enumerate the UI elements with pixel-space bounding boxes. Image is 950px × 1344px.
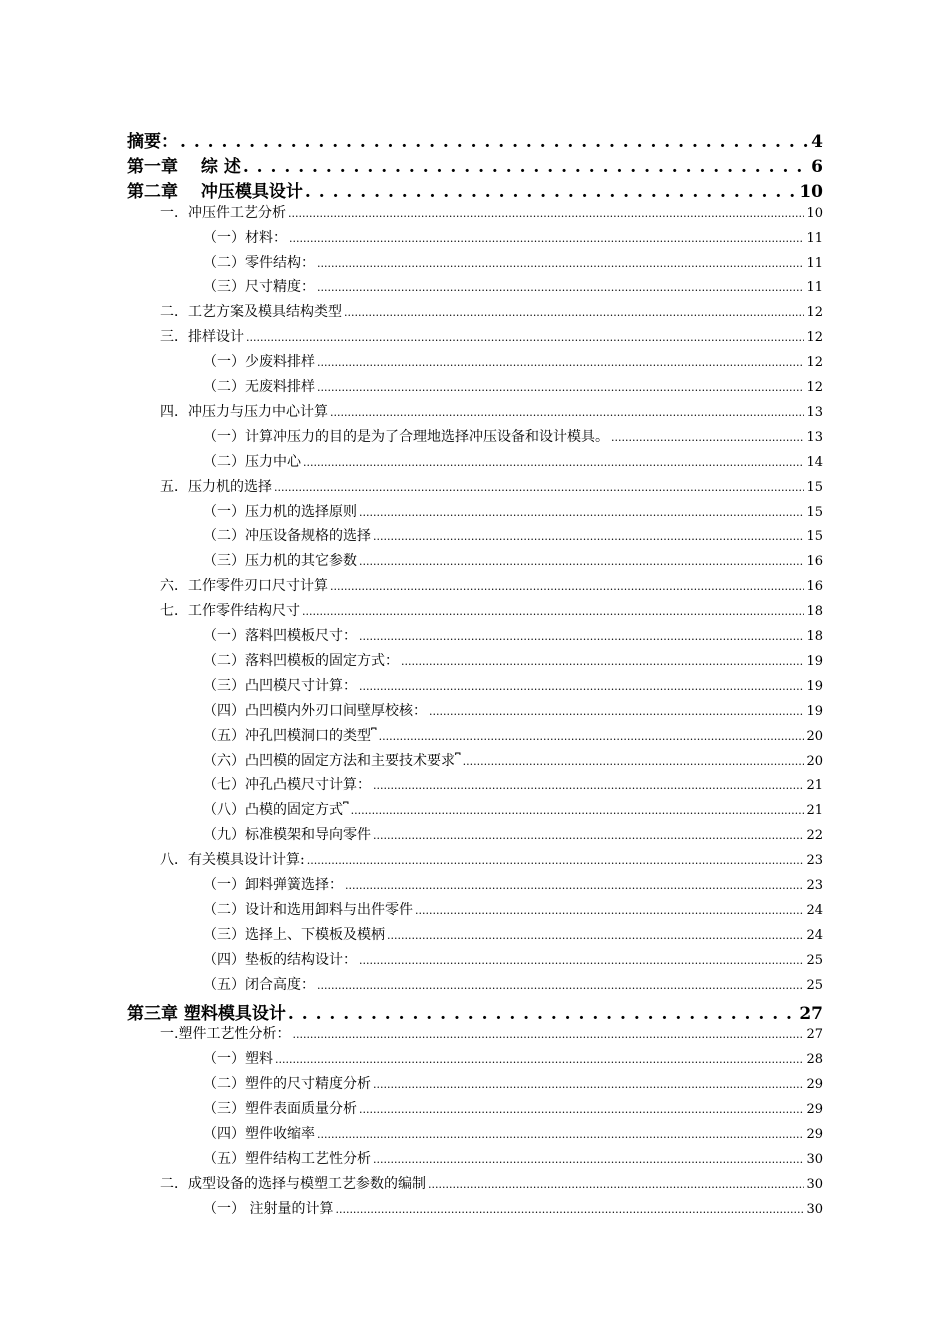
dot-leader	[359, 678, 804, 694]
dot-leader	[611, 429, 804, 445]
toc-entry-title: （三）塑件表面质量分析	[203, 1101, 357, 1117]
dot-leader	[274, 479, 804, 495]
toc-entry-page-number: 11	[806, 256, 823, 271]
dot-leader	[344, 304, 804, 320]
dot-leader	[317, 977, 804, 993]
toc-entry[interactable]	[160, 202, 823, 222]
toc-entry-title: 二．工艺方案及模具结构类型	[160, 304, 342, 320]
toc-entry[interactable]	[160, 476, 823, 496]
toc-entry[interactable]	[203, 650, 823, 670]
dot-leader	[330, 578, 804, 594]
dot-leader	[330, 404, 804, 420]
dot-leader	[415, 902, 804, 918]
toc-entry-title: （一）材料：	[203, 230, 287, 246]
dot-leader	[335, 1201, 804, 1217]
dot-leader	[180, 132, 809, 152]
toc-entry-title: （二）设计和选用卸料与出件零件	[203, 902, 413, 918]
toc-entry-title: 二．成型设备的选择与模塑工艺参数的编制	[160, 1176, 426, 1192]
toc-entry-title: （四）凸凹模内外刃口间壁厚校核：	[203, 703, 427, 719]
toc-entry[interactable]	[203, 899, 823, 919]
toc-entry-page-number: 6	[811, 157, 823, 177]
toc-entry[interactable]	[203, 525, 823, 545]
toc-entry-title: 第三章 塑料模具设计	[127, 1004, 286, 1024]
toc-entry-title: （六）凸凹模的固定方法和主要技术要求⎴	[203, 753, 461, 769]
toc-entry-title: （九）标准模架和导向零件	[203, 827, 371, 843]
toc-entry-page-number: 21	[806, 778, 823, 793]
dot-leader	[379, 728, 805, 744]
toc-entry-page-number: 12	[806, 330, 823, 345]
toc-entry-title: 八．有关模具设计计算:	[160, 852, 305, 868]
toc-entry-page-number: 20	[806, 754, 823, 769]
toc-entry-title: （一）少废料排样	[203, 354, 315, 370]
toc-entry[interactable]	[203, 924, 823, 944]
toc-entry[interactable]	[203, 949, 823, 969]
dot-leader	[373, 1076, 804, 1092]
dot-leader	[243, 157, 809, 177]
toc-entry-title: （二）落料凹模板的固定方式：	[203, 653, 399, 669]
toc-entry[interactable]	[160, 326, 823, 346]
toc-entry[interactable]	[160, 575, 823, 595]
toc-entry-title: （二）无废料排样	[203, 379, 315, 395]
dot-leader	[317, 379, 804, 395]
toc-entry-title: （一）塑料	[203, 1051, 273, 1067]
toc-entry-page-number: 28	[806, 1052, 823, 1067]
toc-entry-page-number: 19	[806, 679, 823, 694]
toc-entry[interactable]	[203, 1198, 823, 1218]
toc-entry[interactable]	[203, 501, 823, 521]
dot-leader	[373, 827, 804, 843]
toc-entry-title: （二）塑件的尺寸精度分析	[203, 1076, 371, 1092]
toc-entry[interactable]	[203, 725, 823, 745]
toc-entry-page-number: 22	[806, 828, 823, 843]
toc-entry[interactable]	[203, 550, 823, 570]
toc-entry-title: （八）凸模的固定方式⎴	[203, 802, 349, 818]
toc-entry-page-number: 19	[806, 654, 823, 669]
toc-entry-page-number: 30	[806, 1152, 823, 1167]
toc-entry[interactable]	[160, 1173, 823, 1193]
toc-entry-page-number: 15	[806, 529, 823, 544]
toc-entry-page-number: 16	[806, 579, 823, 594]
dot-leader	[302, 603, 804, 619]
toc-entry-title: （三）压力机的其它参数	[203, 553, 357, 569]
toc-entry-title: 四．冲压力与压力中心计算	[160, 404, 328, 420]
toc-entry-page-number: 24	[806, 903, 823, 918]
toc-entry[interactable]	[203, 625, 823, 645]
toc-entry-title: 七．工作零件结构尺寸	[160, 603, 300, 619]
toc-entry[interactable]	[203, 974, 823, 994]
toc-entry-title: 第一章 综 述	[127, 157, 241, 177]
toc-entry-title: （三）尺寸精度：	[203, 279, 315, 295]
toc-entry[interactable]	[203, 1148, 823, 1168]
dot-leader	[307, 852, 805, 868]
dot-leader	[351, 802, 805, 818]
dot-leader	[246, 329, 804, 345]
toc-entry[interactable]	[203, 376, 823, 396]
toc-entry-page-number: 10	[806, 206, 823, 221]
dot-leader	[387, 927, 804, 943]
toc-entry[interactable]	[203, 750, 823, 770]
toc-entry[interactable]	[127, 999, 823, 1024]
toc-entry-title: （五）闭合高度：	[203, 977, 315, 993]
toc-entry-page-number: 29	[806, 1077, 823, 1092]
toc-entry-title: 一．冲压件工艺分析	[160, 205, 286, 221]
toc-entry-page-number: 27	[806, 1027, 823, 1042]
toc-entry-page-number: 15	[806, 505, 823, 520]
toc-entry-title: 五．压力机的选择	[160, 479, 272, 495]
dot-leader	[359, 952, 804, 968]
toc-entry-title: （一）落料凹模板尺寸：	[203, 628, 357, 644]
toc-entry-title: （三）选择上、下模板及模柄	[203, 927, 385, 943]
toc-entry-page-number: 29	[806, 1127, 823, 1142]
toc-entry[interactable]	[203, 774, 823, 794]
toc-entry-page-number: 19	[806, 704, 823, 719]
dot-leader	[428, 1176, 804, 1192]
toc-entry-page-number: 23	[806, 878, 823, 893]
dot-leader	[305, 182, 797, 202]
toc-entry-title: （三）凸凹模尺寸计算：	[203, 678, 357, 694]
toc-entry[interactable]	[160, 849, 823, 869]
toc-entry-title: 第二章 冲压模具设计	[127, 182, 303, 202]
toc-entry-page-number: 23	[806, 853, 823, 868]
toc-entry-title: （一） 注射量的计算	[203, 1201, 334, 1217]
dot-leader	[317, 1126, 804, 1142]
toc-entry-page-number: 11	[806, 280, 823, 295]
toc-entry-page-number: 14	[806, 455, 823, 470]
toc-entry-title: 一.塑件工艺性分析：	[160, 1026, 291, 1042]
dot-leader	[345, 877, 804, 893]
toc-entry[interactable]	[203, 1123, 823, 1143]
dot-leader	[359, 504, 804, 520]
toc-entry-title: （五）塑件结构工艺性分析	[203, 1151, 371, 1167]
toc-entry-page-number: 30	[806, 1177, 823, 1192]
toc-entry-page-number: 15	[806, 480, 823, 495]
dot-leader	[359, 628, 804, 644]
toc-entry-page-number: 25	[806, 978, 823, 993]
toc-entry[interactable]	[160, 301, 823, 321]
toc-entry-page-number: 4	[811, 132, 823, 152]
toc-entry-title: （四）垫板的结构设计：	[203, 952, 357, 968]
toc-entry[interactable]	[203, 1048, 823, 1068]
toc-entry-title: （一）压力机的选择原则	[203, 504, 357, 520]
toc-entry-title: （二）零件结构：	[203, 255, 315, 271]
toc-entry[interactable]	[127, 177, 823, 202]
toc-entry[interactable]	[203, 874, 823, 894]
toc-entry-title: （五）冲孔凹模洞口的类型⎴	[203, 728, 377, 744]
toc-entry-page-number: 10	[799, 182, 823, 202]
toc-entry-page-number: 13	[806, 430, 823, 445]
toc-entry-page-number: 29	[806, 1102, 823, 1117]
toc-entry-title: （七）冲孔凸模尺寸计算：	[203, 777, 371, 793]
toc-entry-title: 摘要：	[127, 132, 178, 152]
toc-entry[interactable]	[160, 401, 823, 421]
toc-entry-page-number: 18	[806, 604, 823, 619]
dot-leader	[317, 279, 804, 295]
toc-entry[interactable]	[203, 351, 823, 371]
toc-entry[interactable]	[203, 1098, 823, 1118]
toc-entry[interactable]	[160, 1023, 823, 1043]
dot-leader	[373, 528, 804, 544]
dot-leader	[373, 777, 804, 793]
dot-leader	[317, 255, 804, 271]
toc-entry[interactable]	[203, 675, 823, 695]
toc-entry-page-number: 12	[806, 305, 823, 320]
toc-entry-page-number: 12	[806, 380, 823, 395]
dot-leader	[288, 205, 804, 221]
toc-entry-page-number: 27	[799, 1004, 823, 1024]
toc-entry[interactable]	[203, 451, 823, 471]
toc-entry-title: （四）塑件收缩率	[203, 1126, 315, 1142]
toc-entry[interactable]	[203, 1073, 823, 1093]
toc-entry[interactable]	[203, 426, 823, 446]
dot-leader	[359, 553, 804, 569]
toc-entry[interactable]	[203, 227, 823, 247]
toc-entry-page-number: 11	[806, 231, 823, 246]
toc-entry[interactable]	[203, 799, 823, 819]
dot-leader	[359, 1101, 804, 1117]
toc-entry[interactable]	[203, 700, 823, 720]
toc-entry-title: （二）压力中心	[203, 454, 301, 470]
toc-entry-page-number: 18	[806, 629, 823, 644]
dot-leader	[275, 1051, 804, 1067]
toc-entry-page-number: 12	[806, 355, 823, 370]
toc-entry-page-number: 20	[806, 729, 823, 744]
toc-entry[interactable]	[203, 252, 823, 272]
dot-leader	[289, 230, 804, 246]
dot-leader	[401, 653, 804, 669]
dot-leader	[317, 354, 804, 370]
dot-leader	[292, 1026, 804, 1042]
toc-entry-page-number: 21	[806, 803, 823, 818]
toc-entry[interactable]	[127, 127, 823, 152]
toc-entry-page-number: 24	[806, 928, 823, 943]
dot-leader	[288, 1004, 797, 1024]
toc-entry-page-number: 13	[806, 405, 823, 420]
toc-entry-title: （一）卸料弹簧选择：	[203, 877, 343, 893]
dot-leader	[463, 753, 805, 769]
toc-entry[interactable]	[203, 824, 823, 844]
toc-entry-title: 三．排样设计	[160, 329, 244, 345]
toc-entry[interactable]	[160, 600, 823, 620]
toc-entry[interactable]	[127, 152, 823, 177]
toc-entry-title: （一）计算冲压力的目的是为了合理地选择冲压设备和设计模具。	[203, 429, 609, 445]
toc-entry[interactable]	[203, 276, 823, 296]
toc-entry-page-number: 25	[806, 953, 823, 968]
toc-entry-title: 六．工作零件刃口尺寸计算	[160, 578, 328, 594]
dot-leader	[373, 1151, 804, 1167]
toc-entry-page-number: 16	[806, 554, 823, 569]
toc-entry-title: （二）冲压设备规格的选择	[203, 528, 371, 544]
dot-leader	[429, 703, 804, 719]
toc-entry-page-number: 30	[806, 1202, 823, 1217]
dot-leader	[303, 454, 804, 470]
